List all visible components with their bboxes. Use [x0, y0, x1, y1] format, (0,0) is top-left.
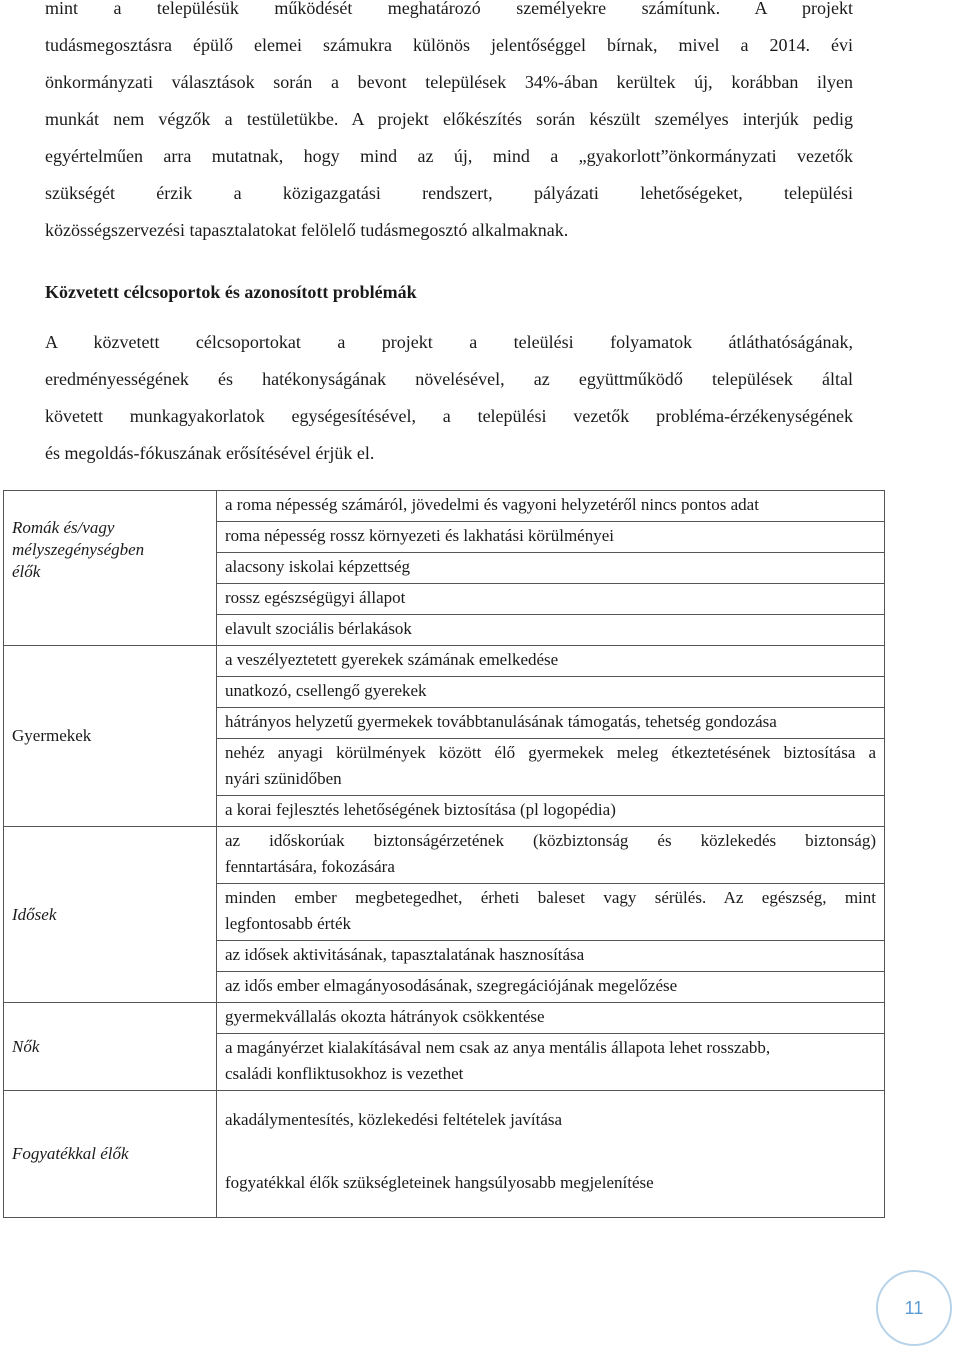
text-line: szükségét érzik a közigazgatási rendszert, pályázati lehetőségeket, települési — [45, 183, 853, 203]
group-label: Romák és/vagy — [12, 518, 115, 537]
group-cell-children — [4, 646, 217, 827]
problem-item: az idős ember elmagányosodásának, szegregációjának megelőzése — [225, 976, 678, 995]
page-number-badge — [876, 1270, 952, 1346]
text-line: eredményességének és hatékonyságának növelésével, az együttműködő települések által — [45, 369, 853, 389]
group-cell-women — [4, 1003, 217, 1091]
problems-cell — [217, 491, 885, 646]
problem-item: az idősek aktivitásának, tapasztalatának hasznosítása — [217, 941, 884, 972]
target-groups-table — [3, 490, 885, 1218]
problems-cell — [217, 827, 885, 1003]
text-line: követett munkagyakorlatok egységesítésével, a települési vezetők probléma-érzékenységének — [45, 406, 853, 426]
table-row — [4, 1003, 885, 1091]
problem-item: nehéz anyagi körülmények között élő gyermekek meleg étkeztetésének biztosítása a nyári szünidőben — [217, 739, 884, 796]
text-line: A közvetett célcsoportokat a projekt a teleülési folyamatok átláthatóságának, — [45, 332, 853, 352]
intro-paragraph — [45, 0, 853, 249]
problems-cell — [217, 1091, 885, 1218]
problems-cell — [217, 1003, 885, 1091]
problems-cell — [217, 646, 885, 827]
section-heading: Közvetett célcsoportok és azonosított problémák — [45, 282, 417, 302]
group-cell-elderly — [4, 827, 217, 1003]
group-label: Nők — [12, 1036, 40, 1056]
problem-item: a korai fejlesztés lehetőségének biztosítása (pl logopédia) — [225, 800, 616, 819]
group-label: mélyszegénységben — [12, 540, 145, 559]
problem-item: a veszélyeztetett gyerekek számának emelkedése — [217, 646, 884, 677]
text-line: egyértelműen arra mutatnak, hogy mind az új, mind a „gyakorlott”önkormányzati vezetők — [45, 146, 853, 166]
problem-item: a roma népesség számáról, jövedelmi és vagyoni helyzetéről nincs pontos adat — [217, 491, 884, 522]
problem-item: unatkozó, csellengő gyerekek — [217, 677, 884, 708]
text-line: közösségszervezési tapasztalatokat felölelő tudásmegosztó alkalmaknak. — [45, 220, 569, 240]
table-row — [4, 491, 885, 646]
group-cell-disabled — [4, 1091, 217, 1218]
body-paragraph — [45, 324, 853, 472]
problem-item: hátrányos helyzetű gyermekek továbbtanulásának támogatás, tehetség gondozása — [217, 708, 884, 739]
text-line: munkát nem végzők a testületükbe. A projekt előkészítés során készült személyes interjúk pedig — [45, 109, 853, 129]
group-label: Gyermekek — [12, 726, 92, 745]
table-row — [4, 1091, 885, 1218]
group-label: Fogyatékkal élők — [12, 1144, 129, 1163]
text-line: és megoldás-fókuszának erősítésével érjük el. — [45, 443, 375, 463]
problem-item: roma népesség rossz környezeti és lakhatási körülményei — [217, 522, 884, 553]
problem-item: az időskorúak biztonságérzetének (közbiztonság és közlekedés biztonság) fenntartására, fokozására — [217, 827, 884, 884]
problem-item: alacsony iskolai képzettség — [217, 553, 884, 584]
table-row — [4, 827, 885, 1003]
page-number: 11 — [904, 1297, 924, 1318]
problem-item: rossz egészségügyi állapot — [217, 584, 884, 615]
text-line: tudásmegosztásra épülő elemei számukra különös jelentőséggel bírnak, mivel a 2014. évi — [45, 35, 853, 55]
problem-item: fogyatékkal élők szükségleteinek hangsúlyosabb megjelenítése — [225, 1173, 654, 1192]
text-line: önkormányzati választások során a bevont települések 34%-ában kerültek új, korábban ilyen — [45, 72, 853, 92]
problem-item: elavult szociális bérlakások — [225, 619, 412, 638]
table-row — [4, 646, 885, 827]
problem-item: gyermekvállalás okozta hátrányok csökkentése — [217, 1003, 884, 1034]
problem-item: akadálymentesítés, közlekedési feltételek javítása — [225, 1110, 563, 1129]
problem-item: minden ember megbetegedhet, érheti baleset vagy sérülés. Az egészség, mint legfontosabb érték — [217, 884, 884, 941]
problem-item: a magányérzet kialakításával nem csak az anya mentális állapota lehet rosszabb, családi konfliktusokhoz is vezethet — [225, 1038, 771, 1083]
group-label: élők — [12, 562, 41, 581]
group-cell-roma — [4, 491, 217, 646]
group-label: Idősek — [12, 904, 57, 924]
text-line: mint a településük működését meghatározó személyekre számítunk. A projekt — [45, 0, 853, 18]
